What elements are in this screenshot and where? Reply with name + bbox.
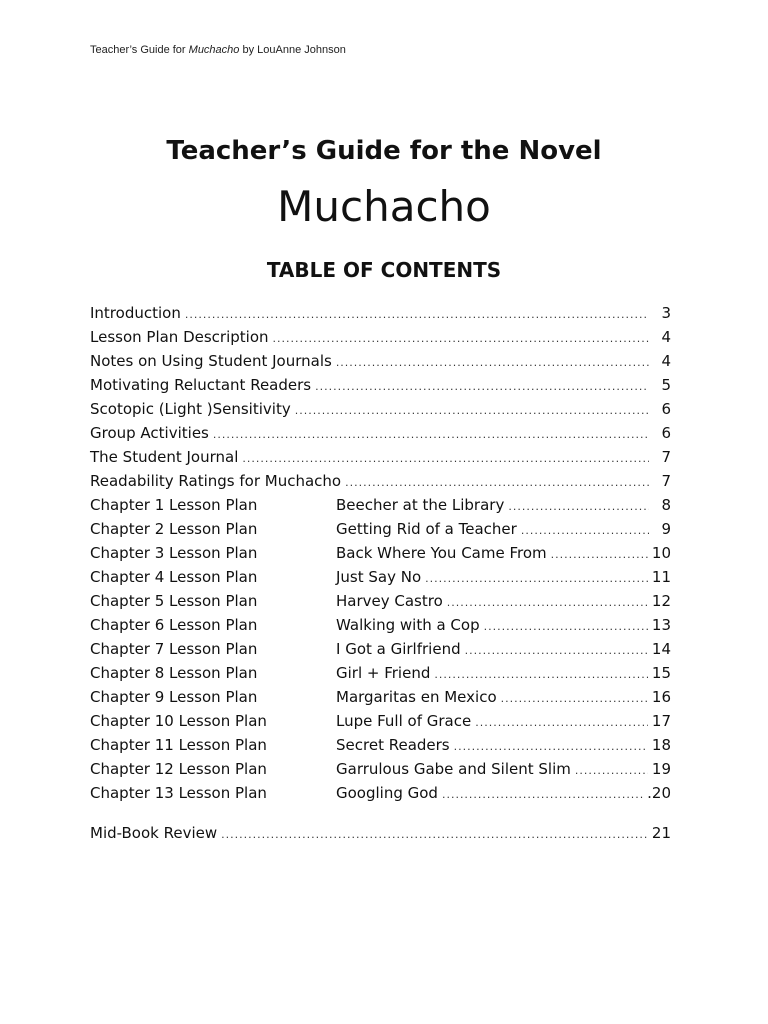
toc-entry-page: .20: [647, 784, 671, 802]
toc-entry: [90, 376, 675, 400]
toc-leader-dots: [295, 404, 649, 417]
toc-chapter-title: Margaritas en Mexico: [336, 688, 497, 706]
toc-leader-dots: [185, 308, 649, 321]
table-of-contents: [90, 304, 675, 848]
toc-leader-dots: [454, 740, 648, 753]
toc-chapter-title: Girl + Friend: [336, 664, 431, 682]
toc-chapter-label: Chapter 3 Lesson Plan: [90, 544, 258, 562]
toc-entry-page: 14: [651, 640, 671, 658]
toc-chapter-label: Chapter 12 Lesson Plan: [90, 760, 267, 778]
toc-leader-dots: [315, 380, 649, 393]
toc-chapter-label: Chapter 5 Lesson Plan: [90, 592, 258, 610]
toc-chapter-entry: [90, 760, 675, 784]
toc-chapter-label: Chapter 7 Lesson Plan: [90, 640, 258, 658]
toc-entry-page: 3: [661, 304, 671, 322]
toc-entry-page: 16: [651, 688, 671, 706]
toc-chapter-label: Chapter 4 Lesson Plan: [90, 568, 258, 586]
toc-entry-page: 11: [651, 568, 671, 586]
toc-chapter-title: Harvey Castro: [336, 592, 443, 610]
toc-entry-label: Readability Ratings for Muchacho: [90, 472, 342, 490]
toc-chapter-entry: [90, 784, 675, 808]
toc-leader-dots: [475, 716, 648, 729]
toc-chapter-label: Chapter 2 Lesson Plan: [90, 520, 258, 538]
toc-entry-page: 6: [661, 424, 671, 442]
toc-leader-dots: [508, 500, 649, 513]
toc-entry-page: 12: [651, 592, 671, 610]
toc-chapter-title: Walking with a Cop: [336, 616, 480, 634]
toc-chapter-entry: [90, 496, 675, 520]
toc-entry-label: Mid-Book Review: [90, 824, 218, 842]
toc-chapter-label: Chapter 10 Lesson Plan: [90, 712, 267, 730]
toc-entry-label: The Student Journal: [90, 448, 239, 466]
toc-entry: [90, 352, 675, 376]
toc-entry-page: 15: [651, 664, 671, 682]
toc-entry-page: 6: [661, 400, 671, 418]
toc-entry: [90, 328, 675, 352]
toc-entry-page: 4: [661, 352, 671, 370]
toc-chapter-title: Googling God: [336, 784, 438, 802]
toc-chapter-entry: [90, 520, 675, 544]
toc-leader-dots: [336, 356, 649, 369]
toc-chapter-title: Secret Readers: [336, 736, 450, 754]
guide-title: Teacher’s Guide for the Novel: [166, 136, 602, 166]
toc-chapter-label: Chapter 8 Lesson Plan: [90, 664, 258, 682]
toc-entry-page: 9: [661, 520, 671, 538]
toc-entry: [90, 448, 675, 472]
toc-leader-dots: [273, 332, 649, 345]
toc-chapter-title: I Got a Girlfriend: [336, 640, 461, 658]
toc-entry-page: 18: [651, 736, 671, 754]
toc-leader-dots: [501, 692, 648, 705]
toc-entry: [90, 424, 675, 448]
toc-chapter-title: Back Where You Came From: [336, 544, 547, 562]
toc-entry: [90, 400, 675, 424]
toc-leader-dots: [213, 428, 649, 441]
toc-chapter-entry: [90, 592, 675, 616]
toc-chapter-entry: [90, 568, 675, 592]
toc-leader-dots: [447, 596, 648, 609]
toc-leader-dots: [434, 668, 648, 681]
toc-leader-dots: [484, 620, 648, 633]
toc-entry-page: 4: [661, 328, 671, 346]
toc-chapter-title: Just Say No: [336, 568, 422, 586]
toc-entry-page: 5: [661, 376, 671, 394]
toc-entry: [90, 304, 675, 328]
running-header: [90, 44, 346, 56]
running-header-title: Muchacho: [188, 44, 240, 56]
toc-entry-page: 19: [651, 760, 671, 778]
toc-leader-dots: [425, 572, 648, 585]
toc-leader-dots: [242, 452, 649, 465]
toc-entry-page: 7: [661, 472, 671, 490]
toc-chapter-entry: [90, 688, 675, 712]
toc-leader-dots: [221, 828, 648, 841]
toc-spacer: [90, 808, 675, 824]
toc-leader-dots: [551, 548, 648, 561]
toc-chapter-entry: [90, 712, 675, 736]
toc-entry-page: 8: [661, 496, 671, 514]
toc-chapter-title: Lupe Full of Grace: [336, 712, 472, 730]
toc-entry-page: 17: [651, 712, 671, 730]
toc-chapter-title: Beecher at the Library: [336, 496, 505, 514]
toc-chapter-entry: [90, 736, 675, 760]
toc-entry-page: 21: [651, 824, 671, 842]
toc-leader-dots: [575, 764, 648, 777]
toc-chapter-title: Garrulous Gabe and Silent Slim: [336, 760, 571, 778]
toc-chapter-label: Chapter 1 Lesson Plan: [90, 496, 258, 514]
toc-entry-page: 13: [651, 616, 671, 634]
toc-chapter-entry: [90, 640, 675, 664]
toc-chapter-label: Chapter 6 Lesson Plan: [90, 616, 258, 634]
toc-chapter-label: Chapter 11 Lesson Plan: [90, 736, 267, 754]
toc-chapter-entry: [90, 544, 675, 568]
toc-chapter-label: Chapter 9 Lesson Plan: [90, 688, 258, 706]
toc-entry-label: Motivating Reluctant Readers: [90, 376, 312, 394]
toc-entry: [90, 824, 675, 848]
running-header-prefix: Teacher’s Guide for: [90, 44, 189, 56]
toc-chapter-entry: [90, 616, 675, 640]
toc-entry-page: 7: [661, 448, 671, 466]
toc-entry-label: Group Activities: [90, 424, 209, 442]
toc-entry-label: Lesson Plan Description: [90, 328, 269, 346]
toc-leader-dots: [442, 788, 643, 801]
toc-chapter-label: Chapter 13 Lesson Plan: [90, 784, 267, 802]
running-header-suffix: by LouAnne Johnson: [239, 44, 346, 56]
novel-title: Muchacho: [277, 182, 491, 231]
toc-entry-label: Notes on Using Student Journals: [90, 352, 332, 370]
toc-entry-label: Introduction: [90, 304, 181, 322]
toc-entry-label: Scotopic (Light )Sensitivity: [90, 400, 291, 418]
toc-entry: [90, 472, 675, 496]
toc-leader-dots: [345, 476, 649, 489]
toc-leader-dots: [521, 524, 649, 537]
toc-leader-dots: [465, 644, 648, 657]
toc-chapter-entry: [90, 664, 675, 688]
toc-entry-page: 10: [651, 544, 671, 562]
toc-chapter-title: Getting Rid of a Teacher: [336, 520, 517, 538]
toc-heading: TABLE OF CONTENTS: [266, 258, 502, 282]
